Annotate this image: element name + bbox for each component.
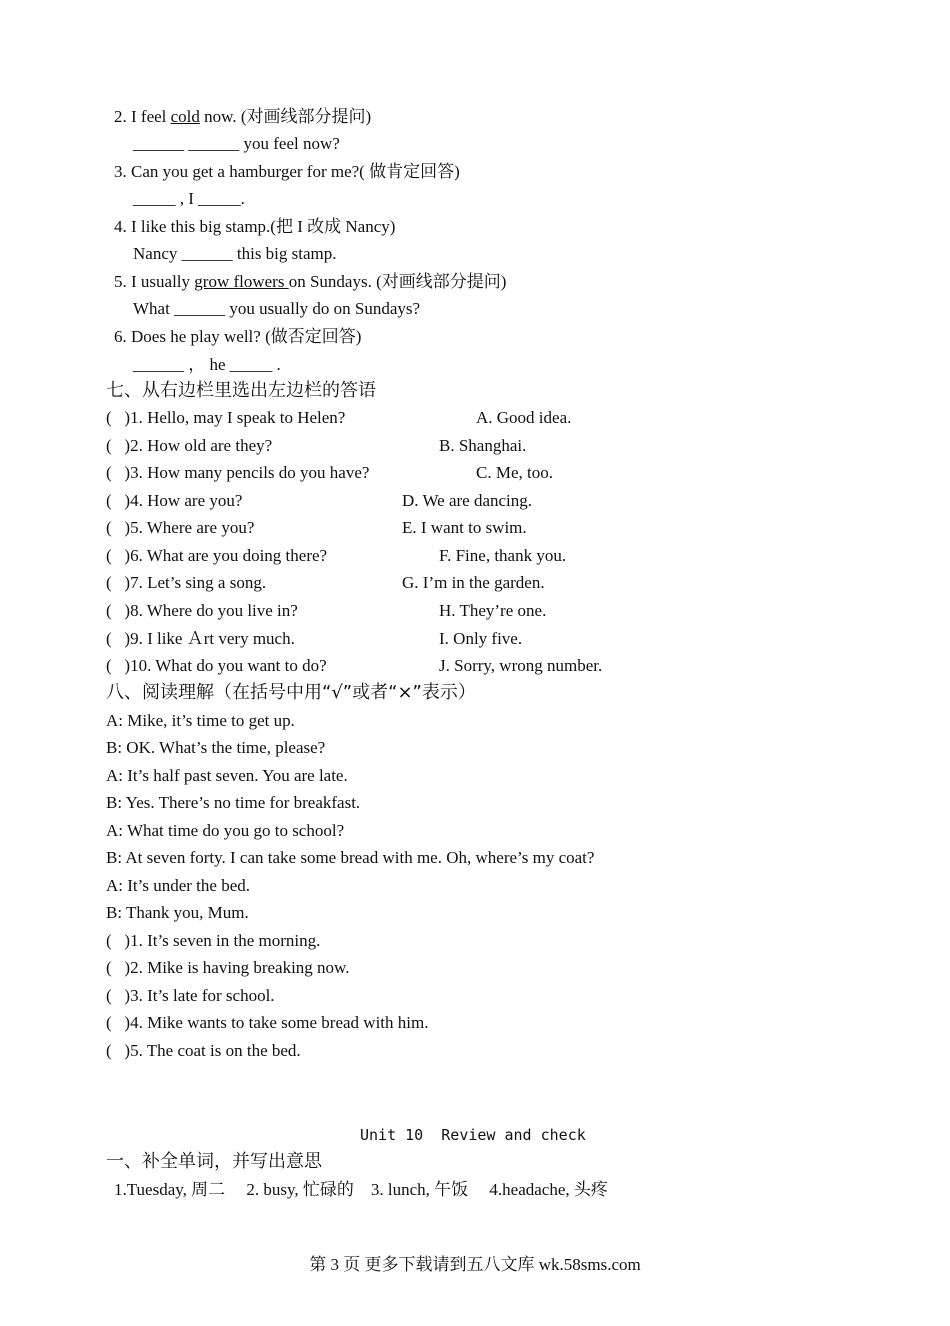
q3-answer: _____ , I _____.	[133, 189, 245, 208]
q5-text-pre: 5. I usually	[114, 272, 195, 291]
match-left-item: ( )5. Where are you?	[106, 518, 255, 537]
match-right-item: J. Sorry, wrong number.	[439, 656, 603, 675]
dialogue-line: B: Thank you, Mum.	[106, 903, 249, 922]
match-left-item: ( )8. Where do you live in?	[106, 601, 298, 620]
dialogue-line: B: OK. What’s the time, please?	[106, 738, 326, 757]
match-right-item: B. Shanghai.	[439, 436, 527, 455]
match-right-item: G. I’m in the garden.	[402, 573, 545, 592]
match-right-item: A. Good idea.	[476, 408, 572, 427]
q2-line	[114, 106, 371, 128]
dialogue-line: A: It’s under the bed.	[106, 876, 250, 895]
page-footer: 第 3 页 更多下载请到五八文库 wk.58sms.com	[309, 1255, 641, 1274]
match-right-item: E. I want to swim.	[402, 518, 527, 537]
match-right-item: H. They’re one.	[439, 601, 547, 620]
match-left-item: ( )7. Let’s sing a song.	[106, 573, 267, 592]
unit-answers: 1.Tuesday, 周二 2. busy, 忙碌的 3. lunch, 午饭 4.headache, 头疼	[114, 1180, 608, 1199]
section8-heading: 八、阅读理解（在括号中用“√”或者“×”表示）	[106, 682, 476, 703]
match-right-item: C. Me, too.	[476, 463, 553, 482]
q5-underlined: grow flowers	[194, 272, 289, 291]
dialogue-line: A: It’s half past seven. You are late.	[106, 766, 348, 785]
q5-text-post: on Sundays. (对画线部分提问)	[288, 272, 507, 291]
unit-heading: 一、补全单词，并写出意思	[106, 1151, 322, 1172]
q2-text-pre: 2. I feel	[114, 107, 171, 126]
match-right-item: D. We are dancing.	[402, 491, 533, 510]
unit-title: Unit 10 Review and check	[360, 1126, 586, 1144]
judge-question: ( )5. The coat is on the bed.	[106, 1041, 301, 1060]
match-right-item: I. Only five.	[439, 629, 523, 648]
match-left-item: ( )6. What are you doing there?	[106, 546, 328, 565]
q3-line: 3. Can you get a hamburger for me?( 做肯定回答)	[114, 162, 460, 181]
q4-line: 4. I like this big stamp.(把 I 改成 Nancy)	[114, 217, 396, 236]
judge-question: ( )1. It’s seven in the morning.	[106, 931, 321, 950]
match-right-item: F. Fine, thank you.	[439, 546, 567, 565]
q6-answer: ______ ， he _____ .	[133, 355, 281, 374]
match-left-item: ( )2. How old are they?	[106, 436, 273, 455]
q2-text-post: now. (对画线部分提问)	[199, 107, 372, 126]
match-left-item: ( )10. What do you want to do?	[106, 656, 327, 675]
q2-underlined: cold	[170, 107, 200, 126]
q2-answer: ______ ______ you feel now?	[133, 134, 340, 153]
dialogue-line: A: Mike, it’s time to get up.	[106, 711, 295, 730]
section7-heading: 七、从右边栏里选出左边栏的答语	[106, 380, 376, 401]
judge-question: ( )2. Mike is having breaking now.	[106, 958, 350, 977]
dialogue-line: B: At seven forty. I can take some bread with me. Oh, where’s my coat?	[106, 848, 595, 867]
dialogue-line: A: What time do you go to school?	[106, 821, 345, 840]
q5-line	[114, 271, 506, 293]
match-left-item: ( )4. How are you?	[106, 491, 243, 510]
dialogue-line: B: Yes. There’s no time for breakfast.	[106, 793, 361, 812]
judge-question: ( )3. It’s late for school.	[106, 986, 275, 1005]
judge-question: ( )4. Mike wants to take some bread with him.	[106, 1013, 429, 1032]
q4-answer: Nancy ______ this big stamp.	[133, 244, 337, 263]
match-left-item: ( )1. Hello, may I speak to Helen?	[106, 408, 346, 427]
match-left-item: ( )3. How many pencils do you have?	[106, 463, 370, 482]
q6-line: 6. Does he play well? (做否定回答)	[114, 327, 362, 346]
q5-answer: What ______ you usually do on Sundays?	[133, 299, 421, 318]
match-left-item: ( )9. I like Ａrt very much.	[106, 629, 295, 648]
